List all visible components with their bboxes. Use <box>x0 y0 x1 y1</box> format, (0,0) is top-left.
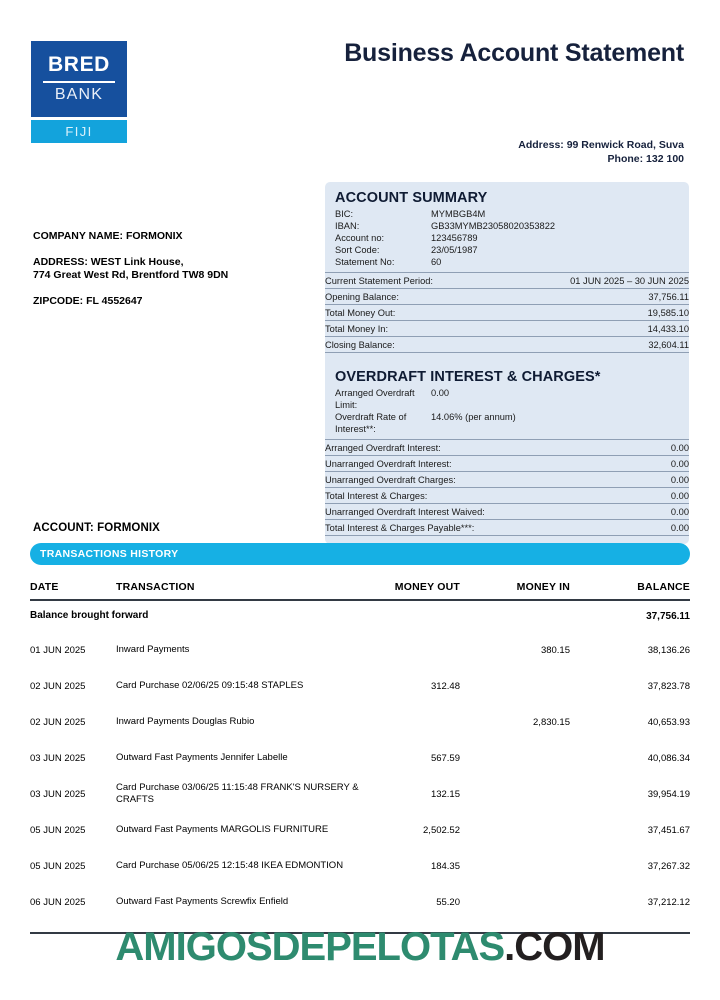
transactions-rows <box>30 632 690 920</box>
overdraft-line-row <box>325 487 689 503</box>
transaction-description: Inward Payments Douglas Rubio <box>116 715 255 727</box>
bank-address: Address: 99 Renwick Road, Suva <box>518 139 684 151</box>
account-summary-field-value: 60 <box>431 257 442 267</box>
account-summary-field-label: BIC: <box>335 209 354 219</box>
bank-logo-primary-block <box>31 41 127 117</box>
column-header-date: DATE <box>30 581 59 593</box>
account-summary-line-label: Closing Balance: <box>325 339 395 350</box>
table-row <box>30 848 690 884</box>
summary-panel <box>325 182 689 544</box>
bank-contact-block <box>264 138 684 166</box>
overdraft-line-label: Arranged Overdraft Interest: <box>325 442 441 453</box>
account-summary-field-row <box>335 232 679 244</box>
transaction-money-out: 567.59 <box>430 752 460 764</box>
account-summary-field-value: 23/05/1987 <box>431 245 478 255</box>
overdraft-line-label: Unarranged Overdraft Charges: <box>325 474 456 485</box>
transaction-date: 01 JUN 2025 <box>30 644 86 656</box>
overdraft-line-row <box>325 503 689 519</box>
account-summary-field-value: 123456789 <box>431 233 478 243</box>
document-header <box>0 0 720 175</box>
account-holder-label: ACCOUNT: FORMONIX <box>33 522 160 534</box>
bank-logo-bank-text: BANK <box>54 86 104 103</box>
overdraft-line-row <box>325 439 689 455</box>
table-row <box>30 704 690 740</box>
table-row <box>30 740 690 776</box>
balance-brought-forward-label: Balance brought forward <box>30 610 149 622</box>
watermark-secondary-text: .COM <box>504 925 605 969</box>
transaction-balance: 37,267.32 <box>647 860 690 872</box>
overdraft-field-label: Overdraft Rate of Interest**: <box>335 412 407 434</box>
account-summary-section <box>325 190 689 268</box>
transaction-money-in: 2,830.15 <box>533 716 570 728</box>
account-summary-field-row <box>335 244 679 256</box>
transaction-balance: 39,954.19 <box>647 788 690 800</box>
account-summary-line-value: 37,756.11 <box>648 291 689 302</box>
account-summary-field-row <box>335 256 679 268</box>
account-summary-line-label: Total Money Out: <box>325 307 396 318</box>
table-row <box>30 812 690 848</box>
overdraft-line-label: Total Interest & Charges Payable***: <box>325 522 475 533</box>
overdraft-field-value: 14.06% (per annum) <box>431 412 516 422</box>
bank-logo <box>31 41 127 143</box>
transaction-description: Card Purchase 03/06/25 11:15:48 FRANK'S NURSERY & CRAFTS <box>116 781 359 805</box>
transaction-money-out: 132.15 <box>430 788 460 800</box>
transaction-balance: 40,653.93 <box>647 716 690 728</box>
customer-zipcode: ZIPCODE: FL 4552647 <box>33 295 143 307</box>
transaction-description: Inward Payments <box>116 643 190 655</box>
bank-phone: Phone: 132 100 <box>607 153 684 165</box>
customer-details <box>33 230 313 308</box>
transaction-balance: 37,451.67 <box>647 824 690 836</box>
transactions-history-banner: TRANSACTIONS HISTORY <box>30 543 690 565</box>
transaction-money-out: 184.35 <box>430 860 460 872</box>
column-header-money-in: MONEY IN <box>516 581 570 593</box>
transaction-balance: 37,212.12 <box>647 896 690 908</box>
account-summary-field-row <box>335 220 679 232</box>
overdraft-line-label: Total Interest & Charges: <box>325 490 428 501</box>
overdraft-line-value: 0.00 <box>670 442 689 453</box>
transaction-money-out: 312.48 <box>430 680 460 692</box>
overdraft-line-value: 0.00 <box>670 458 689 469</box>
bank-logo-bred-text: BRED <box>48 53 110 76</box>
overdraft-line-label: Unarranged Overdraft Interest: <box>325 458 452 469</box>
overdraft-line-value: 0.00 <box>670 490 689 501</box>
transaction-balance: 38,136.26 <box>647 644 690 656</box>
account-summary-line-label: Current Statement Period: <box>325 275 433 286</box>
account-summary-field-label: Statement No: <box>335 257 395 267</box>
table-row <box>30 776 690 812</box>
account-summary-line-row <box>325 336 689 353</box>
overdraft-section <box>325 369 689 435</box>
customer-address-line-2: 774 Great West Rd, Brentford TW8 9DN <box>33 269 229 281</box>
transaction-description: Card Purchase 05/06/25 12:15:48 IKEA EDMONTION <box>116 859 344 871</box>
transaction-description: Outward Fast Payments MARGOLIS FURNITURE <box>116 823 329 835</box>
column-header-balance: BALANCE <box>637 581 690 593</box>
transaction-date: 06 JUN 2025 <box>30 896 86 908</box>
account-summary-line-value: 19,585.10 <box>647 307 689 318</box>
overdraft-field-value: 0.00 <box>431 388 450 398</box>
site-watermark <box>0 925 720 970</box>
account-summary-field-label: IBAN: <box>335 221 360 231</box>
account-summary-field-row <box>335 208 679 220</box>
overdraft-line-row <box>325 455 689 471</box>
transaction-balance: 40,086.34 <box>647 752 690 764</box>
account-summary-line-row <box>325 320 689 336</box>
account-summary-line-label: Opening Balance: <box>325 291 399 302</box>
transaction-description: Card Purchase 02/06/25 09:15:48 STAPLES <box>116 679 304 691</box>
account-summary-line-row <box>325 272 689 288</box>
transaction-description: Outward Fast Payments Screwfix Enfield <box>116 895 289 907</box>
page-title: Business Account Statement <box>344 39 684 67</box>
table-row <box>30 632 690 668</box>
overdraft-field-row <box>335 411 679 435</box>
table-row <box>30 668 690 704</box>
overdraft-fields <box>335 387 679 435</box>
overdraft-line-value: 0.00 <box>670 474 689 485</box>
overdraft-line-label: Unarranged Overdraft Interest Waived: <box>325 506 485 517</box>
transaction-money-out: 2,502.52 <box>423 824 460 836</box>
account-summary-field-value: MYMBGB4M <box>431 209 486 219</box>
panel-spacer <box>325 353 689 367</box>
transaction-money-in: 380.15 <box>540 644 570 656</box>
account-summary-line-value: 32,604.11 <box>648 339 689 350</box>
transaction-money-out: 55.20 <box>436 896 460 908</box>
account-summary-line-row <box>325 288 689 304</box>
balance-brought-forward-row <box>30 601 690 632</box>
overdraft-line-value: 0.00 <box>670 506 689 517</box>
balance-brought-forward-value: 37,756.11 <box>646 611 690 622</box>
transaction-description: Outward Fast Payments Jennifer Labelle <box>116 751 288 763</box>
watermark-primary-text: AMIGOSDEPELOTAS <box>115 925 505 969</box>
overdraft-lines <box>325 439 689 536</box>
customer-address <box>33 256 313 282</box>
account-summary-field-label: Account no: <box>335 233 385 243</box>
account-summary-line-label: Total Money In: <box>325 323 389 334</box>
overdraft-line-value: 0.00 <box>670 522 689 533</box>
account-summary-line-value: 14,433.10 <box>647 323 689 334</box>
overdraft-line-row <box>325 471 689 487</box>
account-summary-field-value: GB33MYMB23058020353822 <box>431 221 556 231</box>
account-summary-field-label: Sort Code: <box>335 245 380 255</box>
customer-company-name: COMPANY NAME: FORMONIX <box>33 230 183 242</box>
account-summary-fields <box>335 208 679 268</box>
overdraft-title: OVERDRAFT INTEREST & CHARGES* <box>335 369 601 385</box>
account-summary-title: ACCOUNT SUMMARY <box>335 190 488 206</box>
transactions-table <box>30 575 690 920</box>
column-header-transaction: TRANSACTION <box>116 580 195 593</box>
account-summary-lines <box>325 272 689 353</box>
transaction-date: 02 JUN 2025 <box>30 680 86 692</box>
table-header-row <box>30 575 690 601</box>
transaction-balance: 37,823.78 <box>647 680 690 692</box>
transaction-date: 03 JUN 2025 <box>30 752 86 764</box>
customer-address-line-1: ADDRESS: WEST Link House, <box>33 256 184 268</box>
transaction-date: 02 JUN 2025 <box>30 716 86 728</box>
transaction-date: 05 JUN 2025 <box>30 860 86 872</box>
overdraft-field-row <box>335 387 679 411</box>
bank-logo-fiji-text: FIJI <box>31 120 127 143</box>
overdraft-line-row <box>325 519 689 536</box>
account-summary-line-value: 01 JUN 2025 – 30 JUN 2025 <box>570 275 689 286</box>
transaction-date: 05 JUN 2025 <box>30 824 86 836</box>
table-row <box>30 884 690 920</box>
bank-logo-divider <box>43 81 115 83</box>
account-summary-line-row <box>325 304 689 320</box>
overdraft-field-label: Arranged Overdraft Limit: <box>335 388 415 410</box>
column-header-money-out: MONEY OUT <box>394 581 460 593</box>
transaction-date: 03 JUN 2025 <box>30 788 86 800</box>
